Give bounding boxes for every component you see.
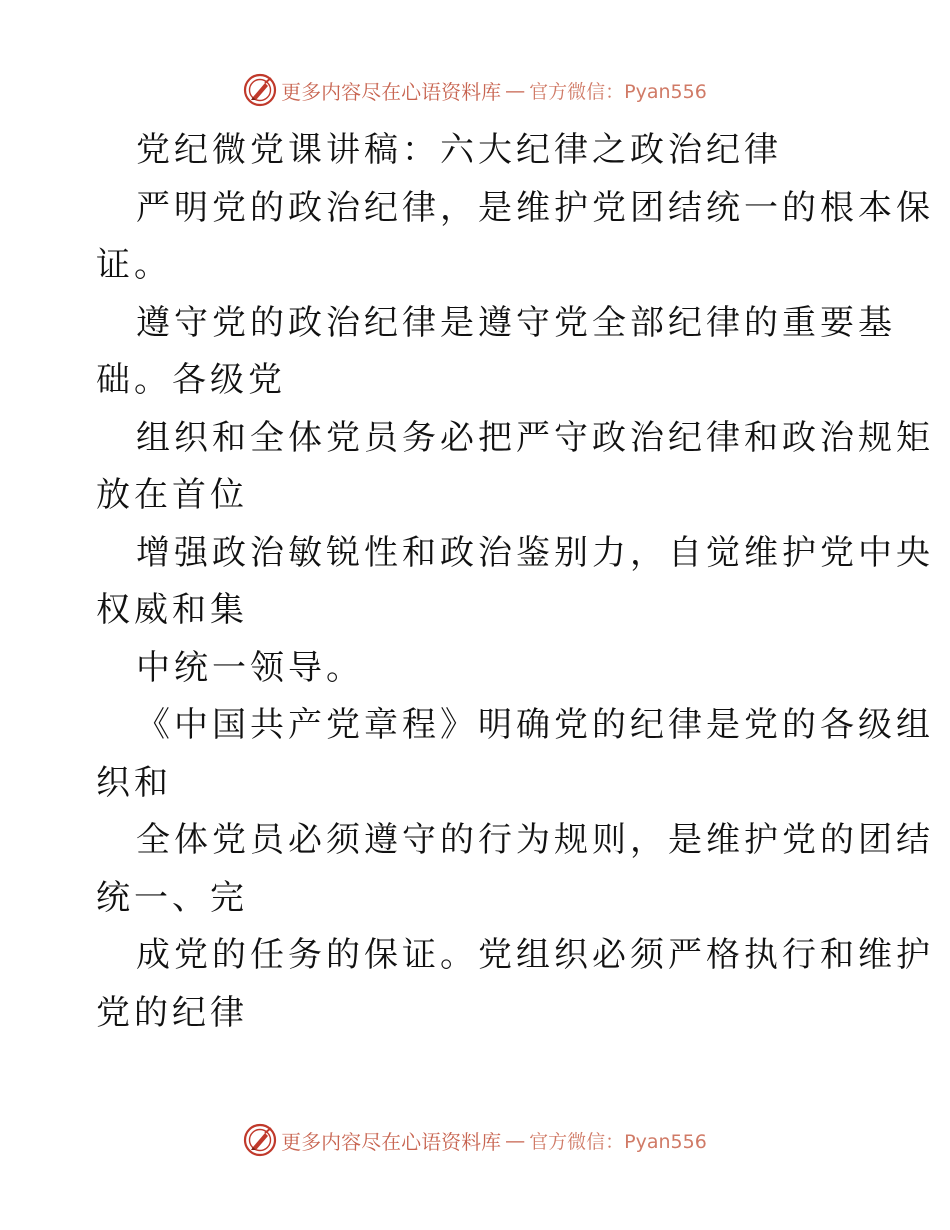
header-banner (0, 70, 950, 110)
banner-wechat-text: 官方微信：Pyan556 (529, 1130, 707, 1153)
doc-line: 证。 (96, 245, 172, 285)
banner-promo-text: 更多内容尽在心语资料库 (281, 79, 502, 104)
footer-banner (0, 1120, 950, 1160)
doc-line: 遵守党的政治纪律是遵守党全部纪律的重要基 (136, 302, 896, 343)
doc-line: 《中国共产党章程》明确党的纪律是党的各级组 (136, 705, 934, 745)
doc-line: 成党的任务的保证。党组织必须严格执行和维护 (136, 935, 934, 975)
doc-line: 组织和全体党员务必把严守政治纪律和政治规矩 (136, 417, 934, 458)
doc-line: 统一、完 (96, 877, 248, 918)
banner-separator: — (505, 1128, 526, 1152)
banner-wechat-text: 官方微信：Pyan556 (529, 80, 707, 103)
document-body (96, 122, 934, 1042)
doc-line: 权威和集 (96, 590, 248, 630)
pen-nib-logo-icon (243, 1123, 277, 1157)
doc-line: 严明党的政治纪律，是维护党团结统一的根本保 (136, 187, 934, 228)
banner-separator: — (505, 78, 526, 102)
doc-line: 党的纪律 (96, 992, 248, 1033)
doc-line: 础。各级党 (96, 360, 286, 400)
pen-nib-logo-icon (243, 73, 277, 107)
doc-title-line: 党纪微党课讲稿：六大纪律之政治纪律 (136, 130, 782, 170)
doc-line: 织和 (96, 762, 172, 803)
doc-line: 全体党员必须遵守的行为规则，是维护党的团结 (136, 820, 934, 860)
doc-line: 中统一领导。 (136, 647, 364, 688)
doc-line: 增强政治敏锐性和政治鉴别力，自觉维护党中央 (136, 532, 934, 573)
banner-promo-text: 更多内容尽在心语资料库 (281, 1129, 502, 1154)
doc-line: 放在首位 (96, 475, 248, 515)
